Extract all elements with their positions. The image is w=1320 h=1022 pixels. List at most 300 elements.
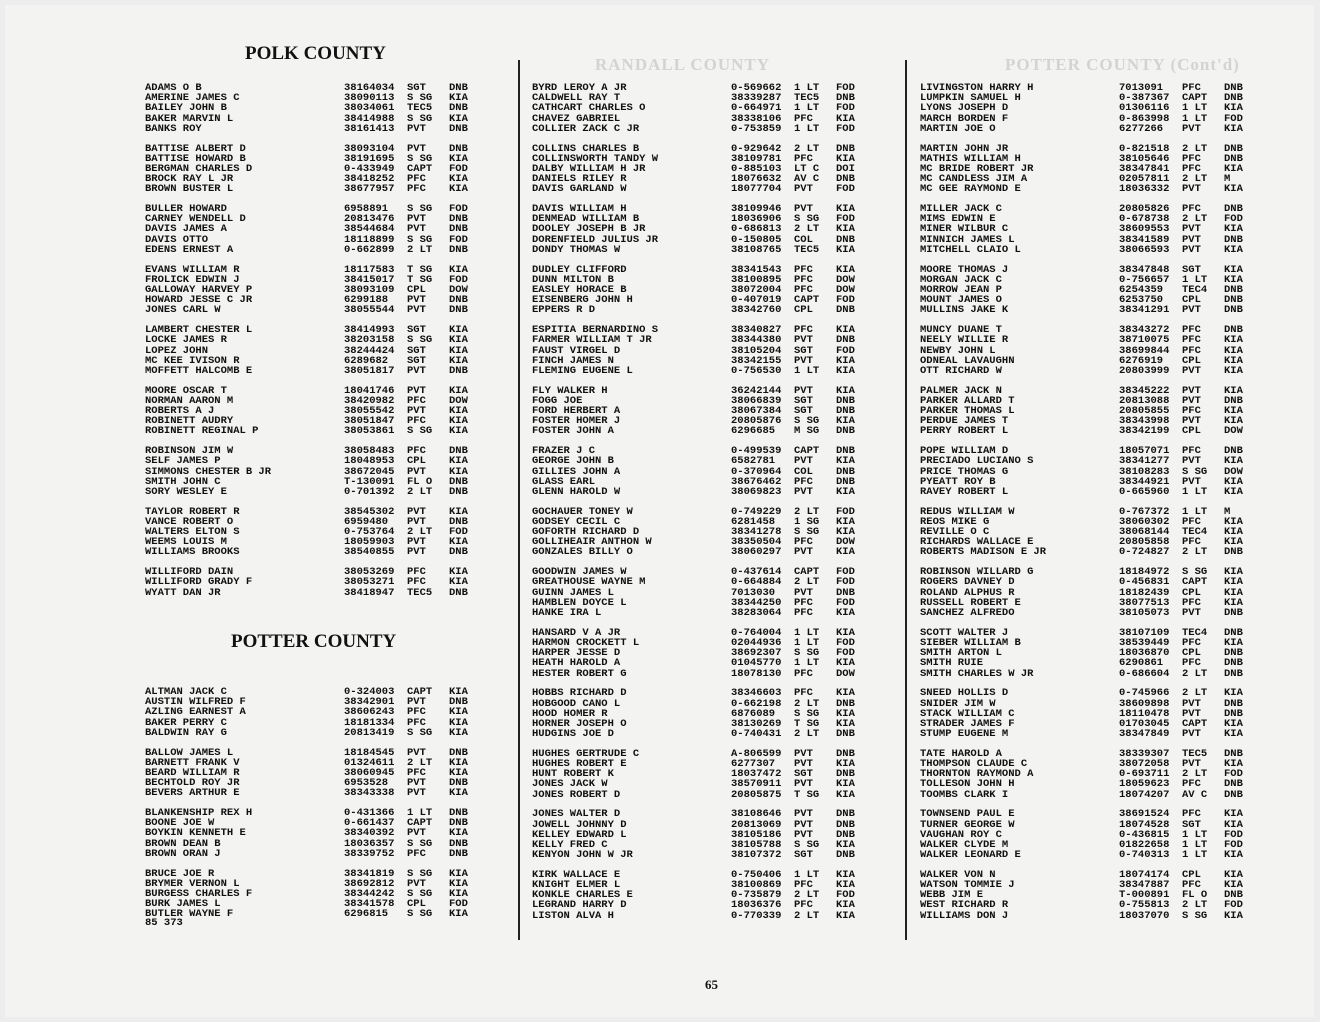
potter-county-heading: POTTER COUNTY	[231, 631, 397, 652]
soldier-name: WALKER CLYDE M	[920, 838, 1009, 851]
soldier-name: PARKER THOMAS L	[920, 405, 1015, 418]
status-code: DNB	[449, 847, 468, 860]
soldier-name: MOUNT JAMES O	[920, 294, 1002, 307]
status-code: KIA	[1224, 515, 1243, 528]
soldier-name: DOOLEY JOSEPH B JR	[532, 223, 646, 236]
rank: PFC	[1182, 162, 1201, 175]
serial-number: 38053269	[344, 566, 395, 579]
status-code: KIA	[836, 354, 855, 367]
status-code: FOD	[1224, 838, 1243, 851]
serial-number: 38093109	[344, 283, 395, 296]
column-divider	[905, 60, 907, 940]
status-code: FOD	[1224, 112, 1243, 125]
status-code: DNB	[1224, 233, 1243, 246]
status-code: KIA	[449, 263, 468, 276]
serial-number: 0-755813	[1119, 899, 1170, 912]
roster-row	[145, 184, 505, 194]
serial-number: 38343998	[1119, 415, 1170, 428]
serial-number: 18077704	[731, 183, 782, 196]
rank: PVT	[407, 384, 426, 397]
rank: PVT	[794, 183, 813, 196]
roster-row	[532, 729, 892, 739]
status-code: DNB	[1224, 304, 1243, 317]
soldier-name: ROBINSON JIM W	[145, 445, 234, 458]
serial-number: 38053861	[344, 425, 395, 438]
rank: S SG	[794, 415, 820, 428]
rank: PFC	[794, 112, 813, 125]
serial-number: 38060302	[1119, 515, 1170, 528]
soldier-name: ROBERTS A J	[145, 405, 215, 418]
soldier-name: FINCH JAMES N	[532, 354, 614, 367]
status-code: KIA	[1224, 384, 1243, 397]
serial-number: 18110478	[1119, 707, 1170, 720]
roster-row	[532, 658, 892, 668]
roster-column-3	[920, 83, 1280, 930]
rank: PVT	[794, 747, 813, 760]
status-code: KIA	[449, 576, 468, 589]
name-group	[145, 204, 505, 255]
rank: PFC	[1182, 445, 1201, 458]
soldier-name: RICHARDS WALLACE E	[920, 536, 1034, 549]
soldier-name: FORD HERBERT A	[532, 405, 621, 418]
name-group	[920, 567, 1280, 618]
serial-number: 38068144	[1119, 526, 1170, 539]
serial-number: 38341278	[731, 526, 782, 539]
name-group	[532, 265, 892, 316]
rank: COL	[794, 233, 813, 246]
status-code: DNB	[1224, 747, 1243, 760]
soldier-name: BALLOW JAMES L	[145, 746, 234, 759]
soldier-name: HOWARD JESSE C JR	[145, 294, 253, 307]
soldier-name: SMITH RUIE	[920, 657, 984, 670]
status-code: FOD	[449, 233, 468, 246]
roster-row	[532, 124, 892, 134]
soldier-name: SNEED HOLLIS D	[920, 687, 1009, 700]
potter-county-list	[145, 687, 505, 929]
serial-number: 18036376	[731, 899, 782, 912]
soldier-name: BROCK RAY L JR	[145, 173, 234, 186]
rank: PFC	[1182, 596, 1201, 609]
serial-number: 38699844	[1119, 344, 1170, 357]
soldier-name: REOS MIKE G	[920, 515, 990, 528]
status-code: KIA	[1224, 415, 1243, 428]
rank: 1 LT	[794, 364, 820, 377]
rank: S SG	[407, 112, 433, 125]
rank: PFC	[407, 847, 426, 860]
serial-number: 18037070	[1119, 909, 1170, 922]
serial-number: 18036870	[1119, 647, 1170, 660]
rank: S SG	[407, 203, 433, 216]
rank: S SG	[794, 213, 820, 226]
serial-number: 38341291	[1119, 304, 1170, 317]
status-code: DNB	[449, 122, 468, 135]
serial-number: 0-678738	[1119, 213, 1170, 226]
status-code: KIA	[449, 505, 468, 518]
serial-number: 18037472	[731, 768, 782, 781]
status-code: KIA	[836, 879, 855, 892]
soldier-name: PERRY ROBERT L	[920, 425, 1009, 438]
footnote: 85 373	[145, 917, 183, 929]
rank: TEC4	[1182, 283, 1208, 296]
rank: PVT	[407, 777, 426, 790]
serial-number: 20805875	[731, 788, 782, 801]
status-code: M	[1224, 173, 1231, 186]
serial-number: 0-665960	[1119, 485, 1170, 498]
rank: 2 LT	[1182, 768, 1208, 781]
status-code: KIA	[449, 152, 468, 165]
roster-row	[920, 426, 1280, 436]
soldier-name: HANSARD V A JR	[532, 626, 621, 639]
name-group	[145, 83, 505, 134]
roster-row	[920, 608, 1280, 618]
soldier-name: GOLLIHEAIR ANTHON W	[532, 536, 652, 549]
status-code: DNB	[1224, 142, 1243, 155]
status-code: KIA	[836, 707, 855, 720]
status-code: FOD	[836, 576, 855, 589]
rank: CPL	[794, 304, 813, 317]
rank: PFC	[794, 607, 813, 619]
status-code: KIA	[1224, 909, 1243, 922]
status-code: KIA	[449, 344, 468, 357]
status-code: KIA	[836, 203, 855, 216]
rank: 2 LT	[1182, 546, 1208, 559]
rank: 2 LT	[407, 243, 433, 256]
soldier-name: STUMP EUGENE M	[920, 728, 1009, 741]
rank: PFC	[1182, 203, 1201, 216]
rank: S SG	[794, 838, 820, 851]
soldier-name: AZLING EARNEST A	[145, 706, 246, 719]
rank: 2 LT	[1182, 142, 1208, 155]
name-group	[920, 688, 1280, 739]
rank: CAPT	[407, 162, 433, 175]
status-code: KIA	[449, 877, 468, 890]
rank: T SG	[407, 273, 433, 286]
rank: S SG	[407, 425, 433, 438]
soldier-name: KENYON JOHN W JR	[532, 849, 633, 862]
serial-number: 0-661437	[344, 817, 395, 830]
status-code: KIA	[1224, 526, 1243, 539]
status-code: KIA	[1224, 223, 1243, 236]
soldier-name: LIVINGSTON HARRY H	[920, 82, 1034, 94]
rank: PVT	[1182, 455, 1201, 468]
status-code: DNB	[836, 173, 855, 186]
rank: PVT	[407, 536, 426, 549]
status-code: KIA	[449, 92, 468, 105]
rank: PFC	[1182, 536, 1201, 549]
rank: SGT	[1182, 818, 1201, 831]
serial-number: 6959480	[344, 515, 389, 528]
soldier-name: EPPERS R D	[532, 304, 596, 317]
rank: 2 LT	[1182, 667, 1208, 680]
serial-number: 38283064	[731, 607, 782, 619]
status-code: DNB	[1224, 647, 1243, 660]
serial-number: 38339287	[731, 92, 782, 105]
status-code: DOW	[836, 283, 855, 296]
soldier-name: ROBINETT AUDRY	[145, 415, 234, 428]
roster-row	[532, 245, 892, 255]
status-code: KIA	[449, 425, 468, 438]
status-code: KIA	[449, 706, 468, 719]
soldier-name: MOFFETT HALCOMB E	[145, 364, 253, 377]
serial-number: 18184545	[344, 746, 395, 759]
status-code: DNB	[1224, 294, 1243, 307]
serial-number: 6958891	[344, 203, 389, 216]
serial-number: 38342760	[731, 304, 782, 317]
rank: 2 LT	[1182, 173, 1208, 186]
status-code: FOD	[1224, 768, 1243, 781]
rank: S SG	[407, 726, 433, 739]
status-code: KIA	[449, 183, 468, 196]
soldier-name: COLLINSWORTH TANDY W	[532, 152, 659, 165]
soldier-name: NEELY WILLIE R	[920, 334, 1009, 347]
serial-number: 0-150805	[731, 233, 782, 246]
serial-number: 6253750	[1119, 294, 1164, 307]
rank: 1 SG	[794, 515, 820, 528]
rank: PVT	[407, 364, 426, 377]
soldier-name: COLLIER ZACK C JR	[532, 122, 640, 135]
soldier-name: HESTER ROBERT G	[532, 667, 627, 680]
roster-row	[532, 547, 892, 557]
rank: PVT	[1182, 183, 1201, 196]
status-code: KIA	[449, 415, 468, 428]
name-group	[532, 204, 892, 255]
name-group	[920, 446, 1280, 497]
serial-number: 38108646	[731, 808, 782, 821]
bleed-through-heading: RANDALL COUNTY	[595, 55, 771, 74]
status-code: DOW	[449, 394, 468, 407]
rank: PVT	[1182, 707, 1201, 720]
rank: CPL	[1182, 586, 1201, 599]
status-code: DNB	[836, 233, 855, 246]
serial-number: 18184972	[1119, 566, 1170, 579]
status-code: DNB	[449, 364, 468, 377]
soldier-name: GODSEY CECIL C	[532, 515, 621, 528]
serial-number: 0-433949	[344, 162, 395, 175]
soldier-name: ROLAND ALPHUS R	[920, 586, 1015, 599]
serial-number: 18036906	[731, 213, 782, 226]
rank: TEC4	[1182, 526, 1208, 539]
status-code: KIA	[1224, 687, 1243, 700]
serial-number: 0-749229	[731, 505, 782, 518]
rank: 2 LT	[794, 142, 820, 155]
soldier-name: LYONS JOSEPH D	[920, 102, 1009, 115]
status-code: DNB	[449, 223, 468, 236]
rank: PVT	[1182, 758, 1201, 771]
soldier-name: LISTON ALVA H	[532, 909, 614, 922]
rank: CPL	[1182, 868, 1201, 881]
serial-number: 38090113	[344, 92, 395, 105]
status-code: KIA	[1224, 102, 1243, 115]
soldier-name: DUDLEY CLIFFORD	[532, 263, 627, 276]
status-code: DNB	[836, 818, 855, 831]
serial-number: 38105788	[731, 838, 782, 851]
soldier-name: BATTISE ALBERT D	[145, 142, 246, 155]
roster-row	[532, 911, 892, 921]
roster-row	[920, 547, 1280, 557]
serial-number: 0-701392	[344, 485, 395, 498]
name-group	[920, 144, 1280, 195]
soldier-name: DONDY THOMAS W	[532, 243, 621, 256]
rank: 1 LT	[407, 807, 433, 820]
roster-row	[145, 728, 505, 738]
serial-number: 0-770339	[731, 909, 782, 922]
soldier-name: BATTISE HOWARD B	[145, 152, 246, 165]
serial-number: 38100895	[731, 273, 782, 286]
roster-row	[532, 487, 892, 497]
soldier-name: KELLEY EDWARD L	[532, 828, 627, 841]
serial-number: 38414993	[344, 324, 395, 337]
rank: S SG	[1182, 465, 1208, 478]
status-code: DNB	[449, 807, 468, 820]
rank: PVT	[794, 384, 813, 397]
serial-number: 0-764004	[731, 626, 782, 639]
soldier-name: MILLER JACK C	[920, 203, 1002, 216]
status-code: FOD	[836, 505, 855, 518]
status-code: KIA	[836, 152, 855, 165]
soldier-name: SCOTT WALTER J	[920, 626, 1009, 639]
roster-row	[920, 911, 1280, 921]
soldier-name: CHAVEZ GABRIEL	[532, 112, 621, 125]
serial-number: 0-664884	[731, 576, 782, 589]
status-code: FOD	[836, 82, 855, 94]
status-code: FOD	[449, 162, 468, 175]
soldier-name: GOFORTH RICHARD D	[532, 526, 640, 539]
soldier-name: ROBERTS MADISON E JR	[920, 546, 1047, 559]
soldier-name: HOOD HOMER R	[532, 707, 608, 720]
roster-row	[920, 669, 1280, 679]
status-code: KIA	[449, 536, 468, 549]
serial-number: 38072004	[731, 283, 782, 296]
serial-number: 38344380	[731, 334, 782, 347]
status-code: DNB	[1224, 788, 1243, 801]
name-group	[532, 688, 892, 739]
rank: PFC	[794, 687, 813, 700]
rank: PVT	[1182, 475, 1201, 488]
soldier-name: BERGMAN CHARLES D	[145, 162, 253, 175]
serial-number: 0-686813	[731, 223, 782, 236]
status-code: KIA	[836, 899, 855, 912]
soldier-name: FAUST VIRGEL D	[532, 344, 621, 357]
roster-row	[145, 788, 505, 798]
status-code: FOD	[836, 102, 855, 115]
status-code: KIA	[1224, 263, 1243, 276]
serial-number: T-000891	[1119, 889, 1170, 902]
soldier-name: CALDWELL RAY T	[532, 92, 621, 105]
soldier-name: NORMAN AARON M	[145, 394, 234, 407]
rank: 1 LT	[794, 122, 820, 135]
serial-number: 0-885103	[731, 162, 782, 175]
rank: TEC4	[1182, 626, 1208, 639]
status-code: KIA	[836, 868, 855, 881]
rank: PVT	[794, 758, 813, 771]
soldier-name: SIEBER WILLIAM B	[920, 636, 1021, 649]
rank: PFC	[794, 667, 813, 680]
roster-row	[920, 850, 1280, 860]
serial-number: 0-436815	[1119, 828, 1170, 841]
soldier-name: JONES CARL W	[145, 304, 221, 317]
rank: CAPT	[794, 566, 820, 579]
serial-number: 02057811	[1119, 173, 1170, 186]
rank: 1 LT	[794, 868, 820, 881]
serial-number: 38244424	[344, 344, 395, 357]
status-code: KIA	[449, 726, 468, 739]
serial-number: 38066593	[1119, 243, 1170, 256]
serial-number: 38191695	[344, 152, 395, 165]
serial-number: 38105646	[1119, 152, 1170, 165]
soldier-name: SMITH JOHN C	[145, 475, 221, 488]
serial-number: 38344250	[731, 596, 782, 609]
soldier-name: STACK WILLIAM C	[920, 707, 1015, 720]
status-code: KIA	[836, 415, 855, 428]
soldier-name: TOWNSEND PAUL E	[920, 808, 1015, 821]
soldier-name: EISENBERG JOHN H	[532, 294, 633, 307]
soldier-name: LOCKE JAMES R	[145, 334, 227, 347]
status-code: DNB	[1224, 283, 1243, 296]
name-group	[145, 265, 505, 316]
status-code: FOD	[1224, 899, 1243, 912]
rank: 1 LT	[794, 102, 820, 115]
roster-row	[920, 658, 1280, 668]
rank: S SG	[407, 334, 433, 347]
status-code: DNB	[449, 243, 468, 256]
soldier-name: HUGHES GERTRUDE C	[532, 747, 640, 760]
soldier-name: EVANS WILLIAM R	[145, 263, 240, 276]
soldier-name: BLANKENSHIP REX H	[145, 807, 253, 820]
serial-number: 18076632	[731, 173, 782, 186]
roster-row	[920, 305, 1280, 315]
roster-row	[145, 547, 505, 557]
status-code: DNB	[836, 425, 855, 438]
name-group	[532, 628, 892, 679]
soldier-name: WALTERS ELTON S	[145, 526, 240, 539]
roster-column-2	[532, 83, 892, 930]
soldier-name: STRADER JAMES F	[920, 717, 1015, 730]
status-code: KIA	[449, 756, 468, 769]
status-code: KIA	[836, 778, 855, 791]
status-code: DNB	[449, 546, 468, 559]
soldier-name: FARMER WILLIAM T JR	[532, 334, 652, 347]
serial-number: 0-662899	[344, 243, 395, 256]
rank: 1 LT	[1182, 112, 1208, 125]
soldier-name: JOWELL JOHNNY D	[532, 818, 627, 831]
name-group	[920, 386, 1280, 437]
serial-number: 01306116	[1119, 102, 1170, 115]
soldier-name: BEARD WILLIAM R	[145, 766, 240, 779]
soldier-name: REDUS WILLIAM W	[920, 505, 1015, 518]
status-code: DNB	[1224, 203, 1243, 216]
status-code: DNB	[449, 777, 468, 790]
rank: 2 LT	[1182, 899, 1208, 912]
rank: 1 LT	[1182, 273, 1208, 286]
soldier-name: MC GEE RAYMOND E	[920, 183, 1021, 196]
roster-row	[920, 184, 1280, 194]
roster-row	[145, 124, 505, 134]
status-code: DNB	[449, 213, 468, 226]
rank: PVT	[407, 122, 426, 135]
status-code: KIA	[449, 173, 468, 186]
serial-number: 38606243	[344, 706, 395, 719]
name-group	[145, 869, 505, 920]
soldier-name: MARTIN JOHN JR	[920, 142, 1009, 155]
polk-county-heading: POLK COUNTY	[245, 43, 386, 64]
roster-row	[145, 366, 505, 376]
rank: S SG	[407, 908, 433, 921]
serial-number: 38540855	[344, 546, 395, 559]
status-code: KIA	[1224, 334, 1243, 347]
soldier-name: WILLIAMS BROOKS	[145, 546, 240, 559]
rank: PFC	[407, 173, 426, 186]
status-code: DNB	[449, 837, 468, 850]
